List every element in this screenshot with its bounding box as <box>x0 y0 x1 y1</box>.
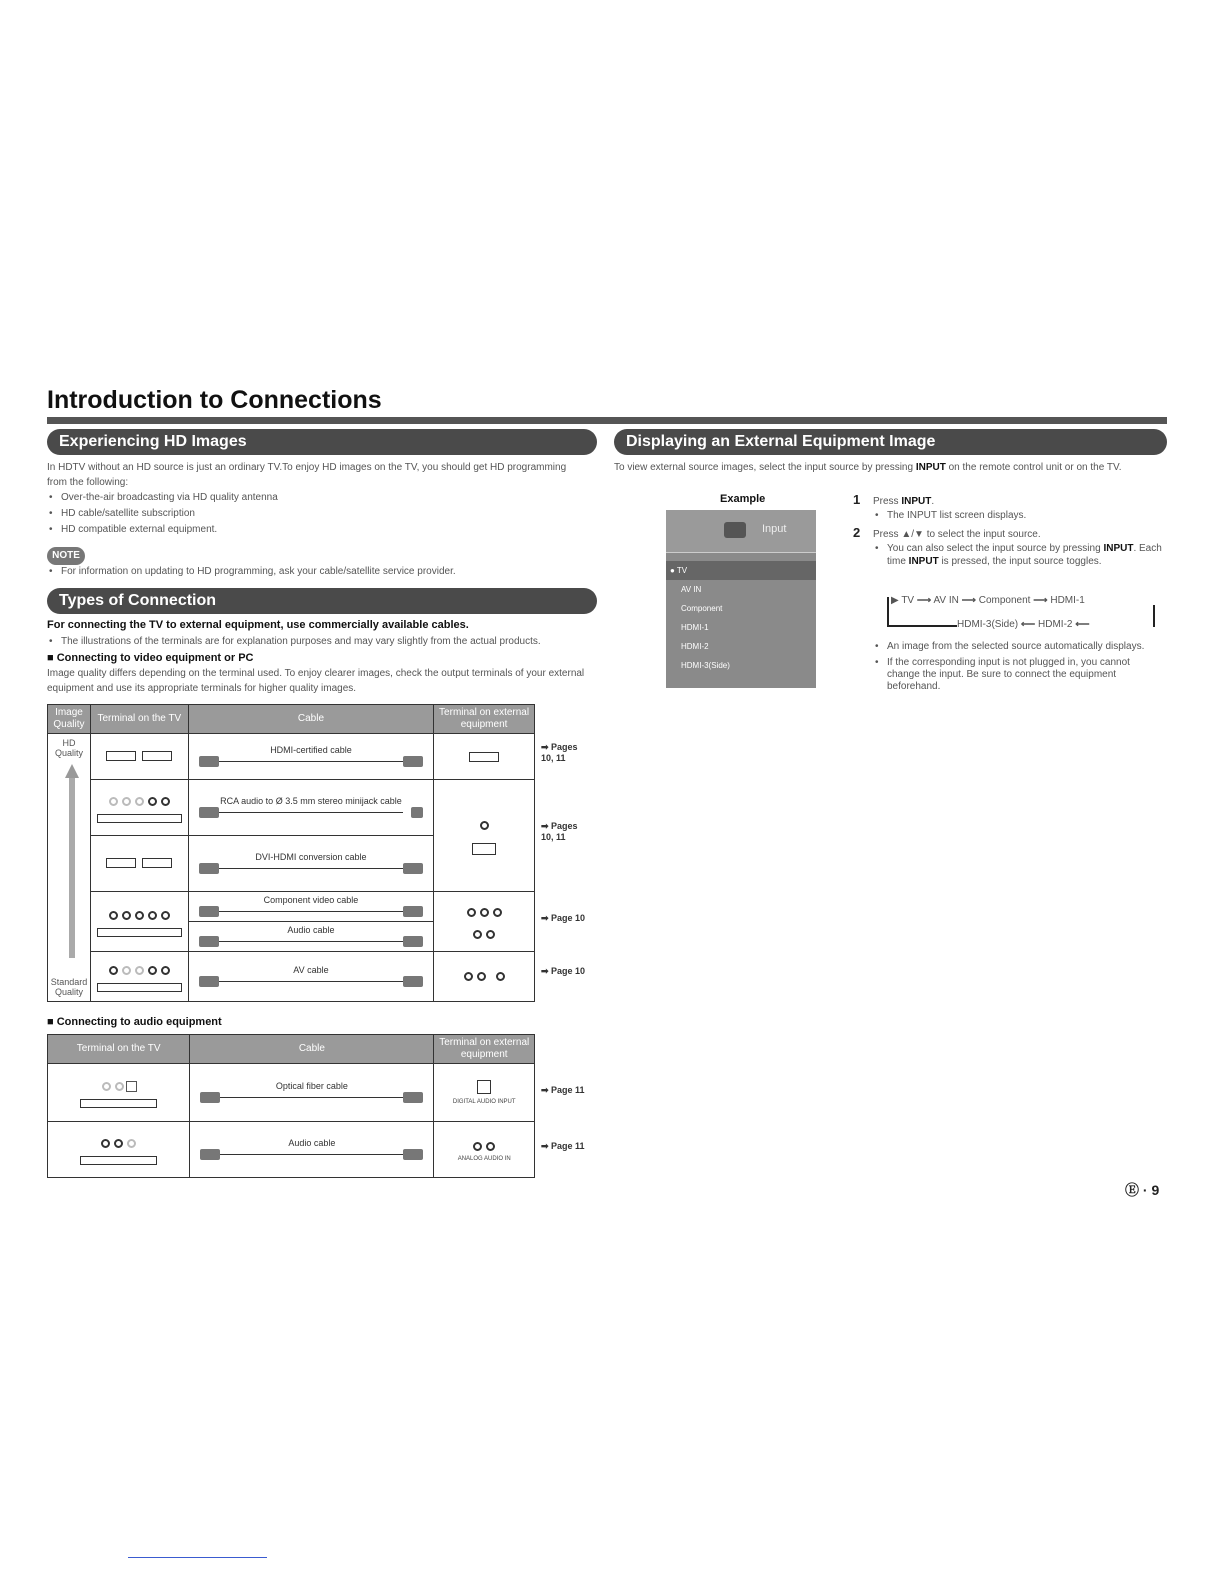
quality-arrow-shaft <box>69 778 75 958</box>
audio-jack-icon <box>480 821 489 830</box>
audio-jack-icon <box>148 797 157 806</box>
tv-terminal-optical <box>48 1064 190 1122</box>
menu-item-tv[interactable]: ● TV <box>666 561 816 580</box>
cable-cell <box>188 836 433 892</box>
cable-label: DVI-HDMI conversion cable <box>255 851 367 862</box>
hdmi-logo-icon <box>469 752 499 762</box>
hd-intro: In HDTV without an HD source is just an ordinary TV.To enjoy HD images on the TV, you should get HD programming from the following: <box>47 462 567 488</box>
footer-link-line <box>128 1557 267 1558</box>
audio-heading: ■ Connecting to audio equipment <box>47 1016 222 1028</box>
cycle-line <box>1153 605 1155 627</box>
tv-terminal-component <box>90 892 188 952</box>
video-connection-table <box>47 704 535 1002</box>
audio-jack-icon <box>161 797 170 806</box>
input-plug-icon <box>724 522 746 538</box>
cable-label: Component video cable <box>263 894 359 905</box>
cable-cell <box>190 1064 434 1122</box>
cable-cell <box>188 734 433 780</box>
cable-label: HDMI-certified cable <box>270 744 352 755</box>
dvi-hdmi-cable-icon <box>199 862 423 876</box>
ext-terminal-component <box>434 892 535 952</box>
video-heading: ■ Connecting to video equipment or PC <box>47 652 254 664</box>
component-strip <box>97 928 182 937</box>
ext-terminal-label: DIGITAL AUDIO INPUT <box>452 1099 516 1105</box>
ext-terminal-optical <box>434 1064 535 1122</box>
optical-cable-icon <box>200 1091 423 1105</box>
table-header: Terminal on external equipment <box>434 1035 535 1064</box>
title-rule <box>47 417 1167 424</box>
hd-bullets <box>47 490 567 538</box>
audio-cable-icon <box>200 1148 423 1162</box>
dvi-port-icon <box>472 843 496 855</box>
menu-item-hdmi1[interactable]: HDMI-1 <box>681 623 709 632</box>
step1-text: Press INPUT. <box>873 496 935 507</box>
hdmi-port-icon <box>142 751 172 761</box>
input-screen <box>666 510 816 688</box>
example-label: Example <box>720 493 766 505</box>
cable-label: Audio cable <box>287 924 335 935</box>
tv-terminal-av <box>90 952 188 1002</box>
menu-item-hdmi2[interactable]: HDMI-2 <box>681 642 709 651</box>
list-item: • An image from the selected source automatically displays. <box>873 641 1163 653</box>
hdmi-port-icon <box>106 751 136 761</box>
list-item: • The illustrations of the terminals are for explanation purposes and may vary slightly from the actual products. <box>47 634 607 650</box>
audio-out-strip <box>80 1156 157 1165</box>
ext-terminal-analog <box>434 1122 535 1178</box>
cable-label: Audio cable <box>288 1137 336 1148</box>
table-header: Cable <box>188 705 433 734</box>
page-ref: ➡ Page 10 <box>541 913 586 923</box>
types-lead: For connecting the TV to external equipment, use commercially available cables. <box>47 619 469 631</box>
menu-item-component[interactable]: Component <box>681 604 723 613</box>
cycle-top-row: ▶ TV ⟶ AV IN ⟶ Component ⟶ HDMI-1 <box>891 595 1085 606</box>
audio-out-strip <box>80 1099 157 1108</box>
cable-cell <box>188 952 433 1002</box>
optical-port-icon <box>477 1080 491 1094</box>
section-heading-types: Types of Connection <box>47 588 597 614</box>
cable-cell <box>188 892 433 922</box>
list-item: • If the corresponding input is not plugged in, you cannot change the input. Be sure to connect the equipment beforehand. <box>873 657 1163 693</box>
section-heading-hd: Experiencing HD Images <box>47 429 597 455</box>
optical-port-icon <box>126 1081 137 1092</box>
tv-terminal-hdmi-dvi <box>90 836 188 892</box>
quality-bottom-label: Standard Quality <box>50 977 88 997</box>
component-strip <box>97 814 182 823</box>
table-header: Cable <box>190 1035 434 1064</box>
tv-terminal-analog <box>48 1122 190 1178</box>
audio-cable-icon <box>199 935 423 949</box>
cycle-line <box>887 597 889 627</box>
menu-item-hdmi3-side[interactable]: HDMI-3(Side) <box>681 661 730 670</box>
cable-cell <box>190 1122 434 1178</box>
step2-sub <box>873 542 1163 568</box>
page-ref: ➡ Pages 10, 11 <box>541 821 578 842</box>
ext-terminal-hdmi <box>434 734 535 780</box>
page-ref: ➡ Page 11 <box>541 1141 585 1151</box>
tv-terminal-hdmi <box>90 734 188 780</box>
input-cycle-diagram <box>887 595 1157 635</box>
quality-top-label: HD Quality <box>54 738 83 758</box>
quality-arrow-head <box>65 764 79 778</box>
cable-cell <box>188 780 433 836</box>
menu-item-av-in[interactable]: AV IN <box>681 585 702 594</box>
ext-intro: To view external source images, select the input source by pressing INPUT on the remote control unit or on the TV. <box>614 462 1122 473</box>
page-ref: ➡ Page 10 <box>541 966 586 976</box>
page-title: Introduction to Connections <box>47 386 382 414</box>
table-header: Image Quality <box>48 705 91 734</box>
types-bullets <box>47 634 607 650</box>
list-item: • HD cable/satellite subscription <box>47 506 567 522</box>
list-item: • The INPUT list screen displays. <box>873 509 1153 522</box>
cable-label: RCA audio to Ø 3.5 mm stereo minijack cable <box>220 795 402 806</box>
page-ref: ➡ Pages 10, 11 <box>541 742 578 763</box>
audio-connection-table <box>47 1034 535 1178</box>
hdmi-port-icon <box>142 858 172 868</box>
hdmi-port-icon <box>106 858 136 868</box>
section-heading-ext: Displaying an External Equipment Image <box>614 429 1167 455</box>
hdmi-cable-icon <box>199 755 423 769</box>
ext-terminal-av <box>434 952 535 1002</box>
page-number: Ⓔ · 9 <box>1125 1182 1160 1198</box>
step1-sub <box>873 509 1153 522</box>
table-header: Terminal on the TV <box>90 705 188 734</box>
video-desc: Image quality differs depending on the terminal used. To enjoy clearer images, check the output terminals of your external equipment and use its appropriate terminals for higher quality images. <box>47 668 585 694</box>
minijack-cable-icon <box>199 806 423 820</box>
ext-terminal-label: ANALOG AUDIO IN <box>457 1155 511 1162</box>
step2-text: Press ▲/▼ to select the input source. <box>873 529 1041 540</box>
list-item: • Over-the-air broadcasting via HD quality antenna <box>47 490 567 506</box>
page-ref: ➡ Page 11 <box>541 1085 585 1095</box>
tv-terminal-component-audio <box>90 780 188 836</box>
quality-column <box>48 734 91 1002</box>
cable-cell <box>188 922 433 952</box>
input-title: Input <box>762 523 787 535</box>
note-badge: NOTE <box>47 547 85 565</box>
list-item: • HD compatible external equipment. <box>47 522 567 538</box>
ext-bullets <box>873 641 1163 693</box>
input-header <box>666 510 816 553</box>
list-item: • You can also select the input source by pressing INPUT. Each time INPUT is pressed, the input source toggles. <box>873 542 1163 568</box>
step-number: 1 <box>853 492 861 507</box>
cable-label: AV cable <box>293 964 329 975</box>
note-list <box>47 564 587 580</box>
table-header: Terminal on the TV <box>48 1035 190 1064</box>
cycle-line <box>887 625 957 627</box>
component-cable-icon <box>199 905 423 919</box>
step-number: 2 <box>853 525 861 540</box>
ext-terminal-dvi <box>434 780 535 892</box>
av-cable-icon <box>199 975 423 989</box>
cycle-bottom-row: HDMI-3(Side) ⟵ HDMI-2 ⟵ <box>957 619 1090 630</box>
note-text: • For information on updating to HD programming, ask your cable/satellite service provider. <box>47 564 587 580</box>
cable-label: Optical fiber cable <box>275 1080 348 1091</box>
av-strip <box>97 983 182 992</box>
table-header: Terminal on external equipment <box>434 705 535 734</box>
